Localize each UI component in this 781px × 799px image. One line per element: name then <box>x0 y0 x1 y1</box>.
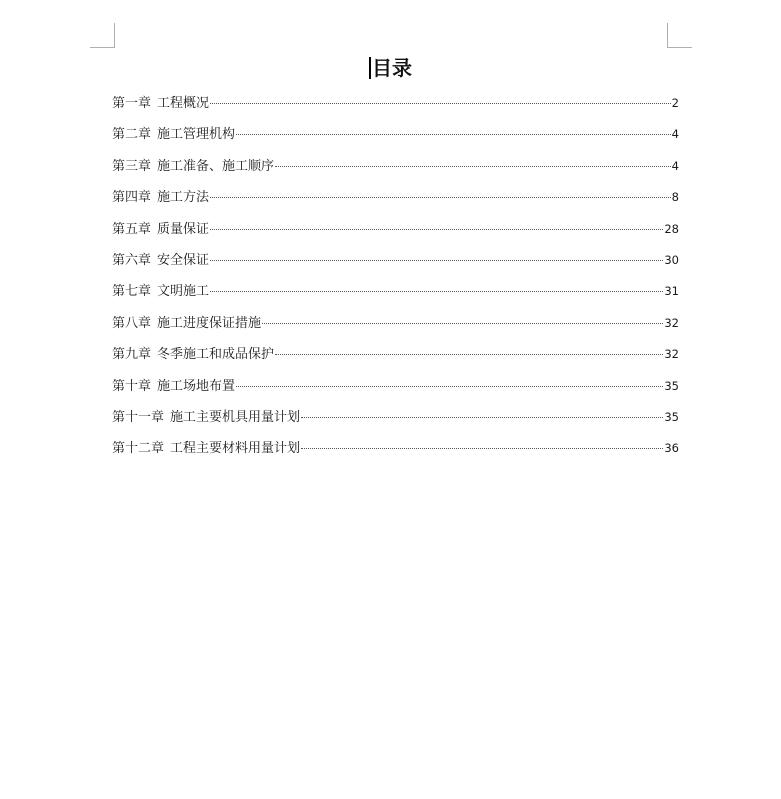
toc-page-number: 4 <box>671 158 679 173</box>
toc-heading-text: 目录 <box>372 56 412 80</box>
toc-page-number: 30 <box>664 252 679 267</box>
toc-page-number: 32 <box>664 315 679 330</box>
toc-chapter-name: 冬季施工和成品保护 <box>157 347 275 363</box>
toc-chapter-name: 安全保证 <box>157 252 210 268</box>
toc-page-number: 35 <box>664 409 679 424</box>
toc-page-number: 36 <box>664 441 679 456</box>
toc-chapter-name: 施工方法 <box>157 190 210 206</box>
toc-entry[interactable] <box>112 156 679 187</box>
toc-list <box>112 93 679 470</box>
toc-entry[interactable] <box>112 250 679 281</box>
toc-chapter-number: 第十章 <box>112 378 152 394</box>
toc-chapter-number: 第一章 <box>112 96 152 111</box>
toc-entry[interactable] <box>112 219 679 250</box>
toc-dot-leader <box>210 103 671 104</box>
toc-chapter-number: 第九章 <box>112 347 152 363</box>
toc-entry[interactable] <box>112 313 679 344</box>
toc-chapter-number: 第四章 <box>112 190 152 206</box>
toc-dot-leader <box>210 260 663 261</box>
toc-dot-leader <box>275 354 663 355</box>
toc-dot-leader <box>301 417 663 418</box>
toc-chapter-number: 第十一章 <box>112 409 165 425</box>
toc-dot-leader <box>301 448 663 449</box>
toc-chapter-name: 施工准备、施工顺序 <box>157 158 275 174</box>
toc-chapter-number: 第十二章 <box>112 441 165 457</box>
toc-page-number: 32 <box>664 347 679 362</box>
toc-chapter-number: 第八章 <box>112 315 152 331</box>
toc-chapter-name: 工程主要材料用量计划 <box>170 441 301 457</box>
toc-entry[interactable] <box>112 344 679 375</box>
toc-page-number: 28 <box>664 221 679 236</box>
toc-entry[interactable] <box>112 187 679 218</box>
toc-entry[interactable] <box>112 93 679 124</box>
toc-chapter-number: 第三章 <box>112 158 152 174</box>
toc-chapter-name: 文明施工 <box>157 284 210 300</box>
toc-dot-leader <box>275 166 671 167</box>
toc-chapter-name: 施工主要机具用量计划 <box>170 409 301 425</box>
toc-chapter-number: 第七章 <box>112 284 152 300</box>
toc-chapter-name: 质量保证 <box>157 221 210 237</box>
toc-dot-leader <box>236 386 663 387</box>
toc-chapter-number: 第二章 <box>112 127 152 143</box>
toc-heading[interactable] <box>0 55 781 81</box>
toc-chapter-name: 施工场地布置 <box>157 378 236 394</box>
toc-page-number: 2 <box>671 96 679 110</box>
toc-dot-leader <box>210 291 663 292</box>
toc-dot-leader <box>262 323 663 324</box>
toc-entry[interactable] <box>112 281 679 312</box>
toc-dot-leader <box>210 197 671 198</box>
toc-entry[interactable] <box>112 376 679 407</box>
top-left-margin-mark <box>90 23 115 48</box>
text-cursor <box>369 57 371 79</box>
toc-page-number: 31 <box>664 284 679 299</box>
toc-dot-leader <box>236 134 671 135</box>
toc-chapter-name: 工程概况 <box>157 96 210 111</box>
toc-entry[interactable] <box>112 124 679 155</box>
toc-chapter-name: 施工进度保证措施 <box>157 315 262 331</box>
toc-page-number: 8 <box>671 190 679 205</box>
toc-page-number: 4 <box>671 127 679 142</box>
toc-chapter-number: 第五章 <box>112 221 152 237</box>
toc-chapter-number: 第六章 <box>112 252 152 268</box>
top-right-margin-mark <box>667 23 692 48</box>
toc-chapter-name: 施工管理机构 <box>157 127 236 143</box>
toc-page-number: 35 <box>664 378 679 393</box>
toc-entry[interactable] <box>112 407 679 438</box>
toc-dot-leader <box>210 229 663 230</box>
toc-entry[interactable] <box>112 438 679 469</box>
